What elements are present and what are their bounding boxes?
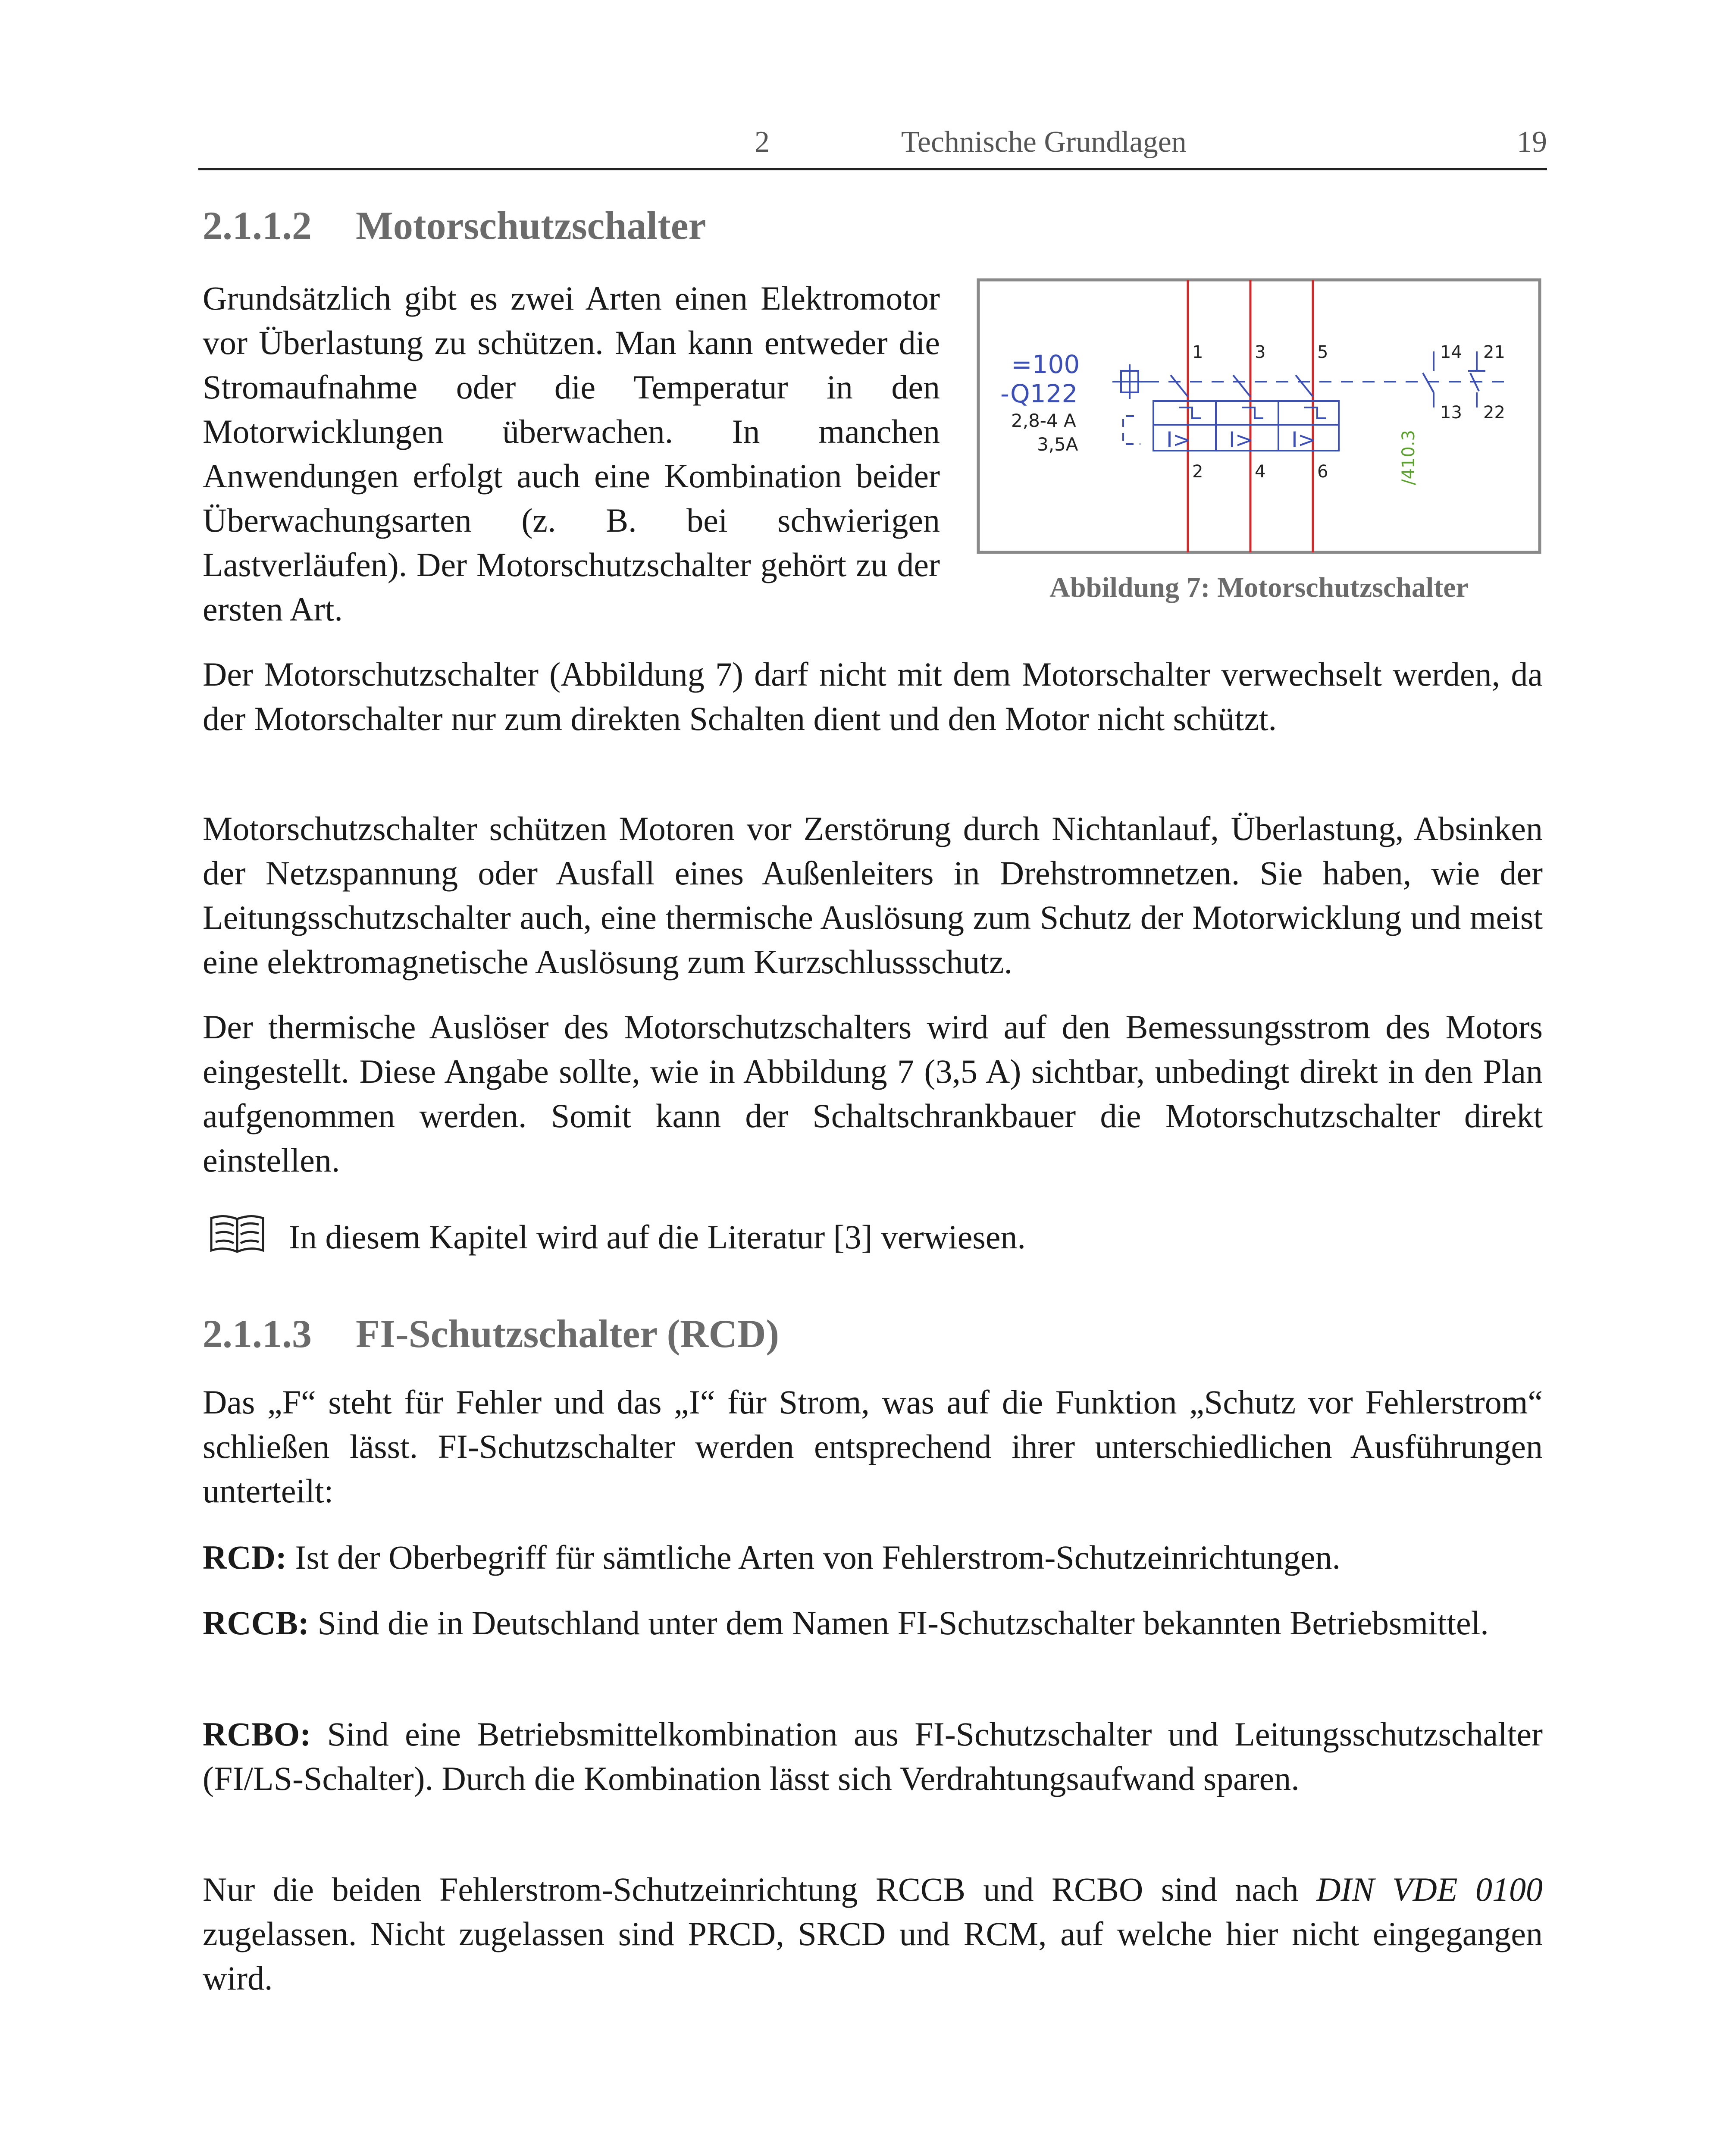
device-label-2: -Q122 <box>1000 379 1078 408</box>
cross-reference-label: /410.3 <box>1399 430 1419 485</box>
term-rcd: RCD: <box>203 1539 287 1576</box>
terminal-top-21: 21 <box>1483 342 1505 362</box>
header-page-number: 19 <box>1517 125 1547 159</box>
section-heading-2113 <box>203 1311 779 1357</box>
terminal-top-1: 1 <box>1192 342 1203 362</box>
section-number: 2.1.1.3 <box>203 1312 312 1356</box>
header-chapter-title: Technische Grundlagen <box>901 125 1187 159</box>
book-icon <box>207 1210 267 1268</box>
definition-rcbo <box>203 1712 1543 1801</box>
terminal-bottom-4: 4 <box>1255 462 1266 482</box>
literature-note-text: In diesem Kapitel wird auf die Literatur [3] verwiesen. <box>289 1218 1026 1256</box>
terminal-bottom-22: 22 <box>1483 403 1505 423</box>
paragraph-intro-motorschutz: Grundsätzlich gibt es zwei Arten einen Elektromotor vor Überlastung zu schützen. Man kann entweder die Stromaufnahme oder die Temperatur in den Motorwicklungen überwachen. In manchen Anwendungen erfolgt auch eine Kombination beider Überwachungsarten (z. B. bei schwierigen Lastverläufen). Der Motorschutzschalter gehört zu der ersten Art. <box>203 279 940 628</box>
section-number: 2.1.1.2 <box>203 204 312 248</box>
terminal-top-14: 14 <box>1440 342 1462 362</box>
terminal-bottom-6: 6 <box>1317 462 1328 482</box>
paragraph-din-vde <box>203 1867 1543 2000</box>
section-heading-2112 <box>203 203 706 248</box>
section-title: Motorschutzschalter <box>356 204 706 248</box>
paragraph-fi-intro: Das „F“ steht für Fehler und das „I“ für Strom, was auf die Funktion „Schutz vor Fehlerstrom“ schließen lässt. FI-Schutzschalter werden entsprechend ihrer unterschiedlichen Ausführungen unterteilt: <box>203 1383 1543 1510</box>
definition-rccb-text: Sind die in Deutschland unter dem Namen FI-Schutzschalter bekannten Betriebsmittel. <box>309 1604 1489 1642</box>
term-rcbo: RCBO: <box>203 1715 311 1753</box>
terminal-bottom-2: 2 <box>1192 462 1203 482</box>
running-header <box>198 125 1547 170</box>
terminal-top-3: 3 <box>1255 342 1266 362</box>
circuit-diagram <box>977 278 1541 554</box>
definition-rccb <box>203 1601 1543 1645</box>
device-setting-label: 3,5A <box>1037 434 1078 455</box>
terminal-top-5: 5 <box>1317 342 1328 362</box>
definition-rcbo-text: Sind eine Betriebsmittelkombination aus FI-Schutzschalter und Leitungsschutzschalter (FI/LS-Schalter). Durch die Kombination lässt sich Verdrahtungsaufwand sparen. <box>203 1715 1543 1797</box>
paragraph-motorschalter-verwechslung: Der Motorschutzschalter (Abbildung 7) darf nicht mit dem Motorschalter verwechselt werden, da der Motorschalter nur zum direkten Schalten dient und den Motor nicht schützt. <box>203 655 1543 737</box>
din-norm-reference: DIN VDE 0100 <box>1316 1871 1543 1908</box>
device-label-1: =100 <box>1011 350 1080 379</box>
figure-caption: Abbildung 7: Motorschutzschalter <box>1049 572 1469 603</box>
term-rccb: RCCB: <box>203 1604 309 1642</box>
device-range-label: 2,8-4 A <box>1011 410 1076 431</box>
trip-symbol-3: I> <box>1291 427 1316 452</box>
paragraph-thermischer-ausloeser: Der thermische Auslöser des Motorschutzschalters wird auf den Bemessungsstrom des Motors eingestellt. Diese Angabe sollte, wie in Abbildung 7 (3,5 A) sichtbar, unbedingt direkt in den Plan aufgenommen werden. Somit kann der Schaltschrankbauer die Motorschutzschalter direkt einstellen. <box>203 1008 1543 1179</box>
trip-symbol-2: I> <box>1229 427 1253 452</box>
trip-symbol-1: I> <box>1166 427 1191 452</box>
din-text-before: Nur die beiden Fehlerstrom-Schutzeinrichtung RCCB und RCBO sind nach <box>203 1871 1317 1908</box>
figure-motorschutzschalter <box>977 278 1541 554</box>
definition-rcd <box>203 1535 1543 1579</box>
header-chapter-number: 2 <box>755 125 770 159</box>
section-title: FI-Schutzschalter (RCD) <box>356 1312 780 1356</box>
terminal-bottom-13: 13 <box>1440 403 1462 423</box>
din-text-after: zugelassen. Nicht zugelassen sind PRCD, SRCD und RCM, auf welche hier nicht eingegangen wird. <box>203 1915 1543 1997</box>
paragraph-schutzfunktionen: Motorschutzschalter schützen Motoren vor Zerstörung durch Nichtanlauf, Überlastung, Absinken der Netzspannung oder Ausfall eines Außenleiters in Drehstromnetzen. Sie haben, wie der Leitungsschutzschalter auch, eine thermische Auslösung zum Schutz der Motorwicklung und meist eine elektromagnetische Auslösung zum Kurzschlussschutz. <box>203 810 1543 981</box>
definition-rcd-text: Ist der Oberbegriff für sämtliche Arten von Fehlerstrom-Schutzeinrichtungen. <box>286 1539 1340 1576</box>
